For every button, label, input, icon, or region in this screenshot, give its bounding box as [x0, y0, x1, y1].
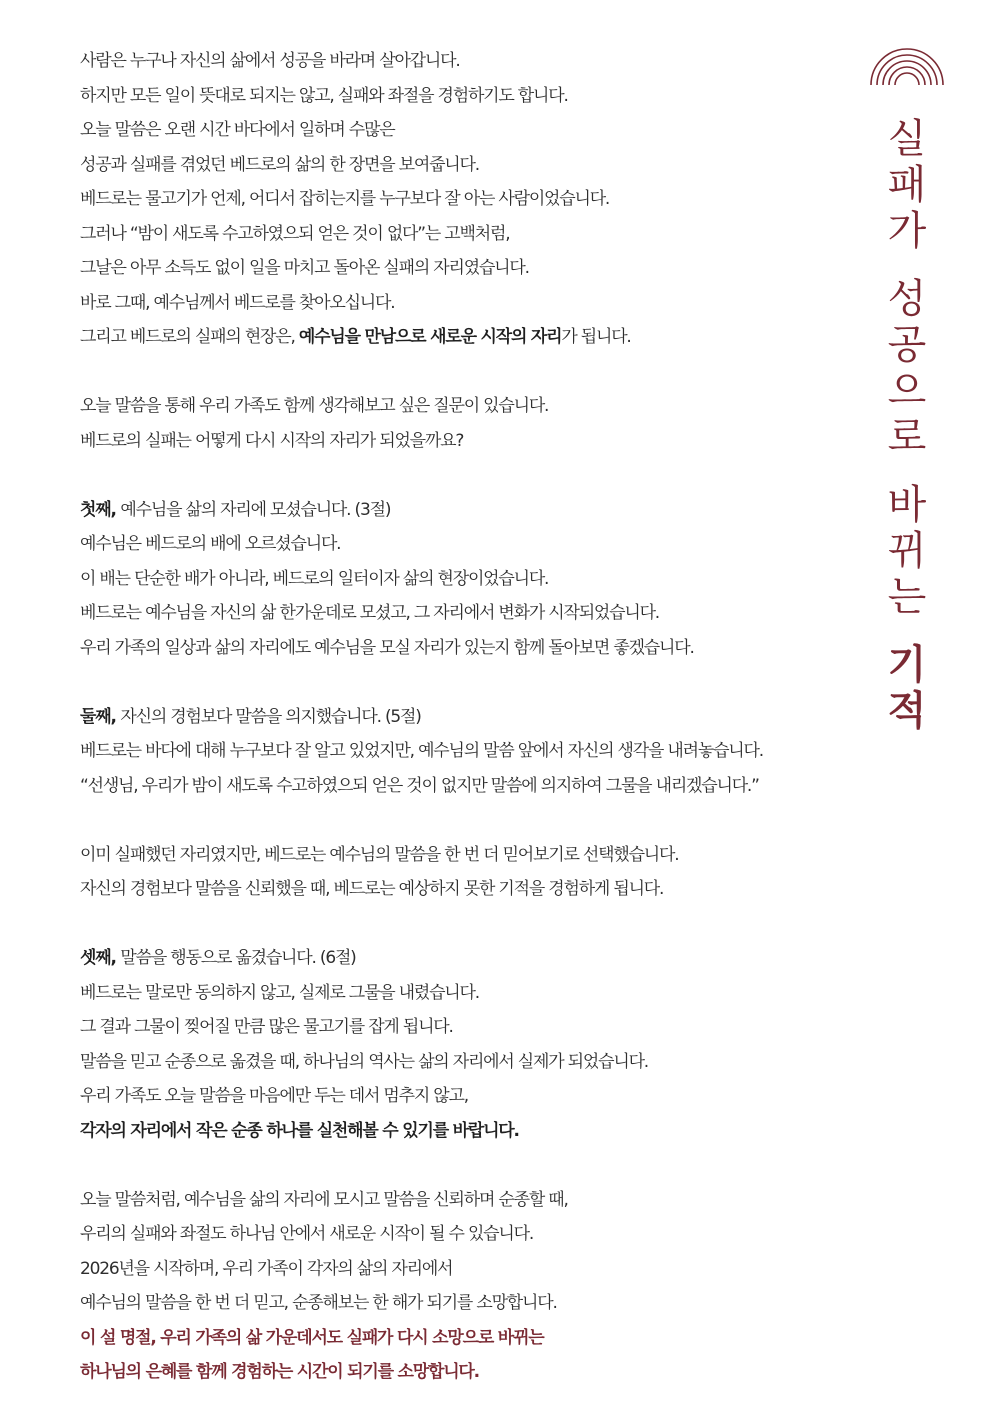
body-text: 바로 그때, 예수님께서 베드로를 찾아오십니다.	[80, 292, 395, 313]
title-character: 실	[887, 116, 927, 162]
body-text: 2026년을 시작하며, 우리 가족이 각자의 삶의 자리에서	[80, 1258, 453, 1279]
text-line	[80, 1114, 880, 1149]
text-line	[80, 79, 880, 114]
title-character: 으	[887, 368, 927, 414]
text-line	[80, 1010, 880, 1045]
text-line	[80, 217, 880, 252]
body-text: 예수님은 베드로의 배에 오르셨습니다.	[80, 534, 341, 554]
text-line	[80, 872, 880, 907]
body-text: 그날은 아무 소득도 없이 일을 마치고 돌아온 실패의 자리였습니다.	[80, 258, 529, 278]
side-panel	[862, 44, 952, 734]
vertical-title	[888, 116, 927, 734]
emphasis-text: 각자의 자리에서 작은 순종 하나를 실천해볼 수 있기를 바랍니다.	[80, 1120, 519, 1141]
text-line	[80, 562, 880, 597]
text-line	[80, 44, 880, 79]
text-line	[80, 700, 880, 735]
title-character: 바	[887, 482, 927, 528]
emphasis-text: 예수님을 만남으로 새로운 시작의 자리	[298, 327, 562, 347]
paragraph	[80, 389, 880, 458]
article-body	[80, 44, 880, 1390]
paragraph	[80, 44, 880, 355]
body-text: 이 배는 단순한 배가 아니라, 베드로의 일터이자 삶의 현장이었습니다.	[80, 568, 549, 589]
text-line	[80, 320, 880, 355]
body-text: 이미 실패했던 자리였지만, 베드로는 예수님의 말씀을 한 번 더 믿어보기로 선택했습니다.	[80, 844, 679, 865]
text-line	[80, 838, 880, 873]
text-line	[80, 424, 880, 459]
text-line	[80, 1355, 880, 1390]
body-text: 베드로는 말로만 동의하지 않고, 실제로 그물을 내렸습니다.	[80, 982, 479, 1003]
body-text: 성공과 실패를 겪었던 베드로의 삶의 한 장면을 보여줍니다.	[80, 154, 479, 175]
body-text: 예수님의 말씀을 한 번 더 믿고, 순종해보는 한 해가 되기를 소망합니다.	[80, 1293, 557, 1313]
body-text: 사람은 누구나 자신의 삶에서 성공을 바라며 살아갑니다.	[80, 51, 460, 71]
text-line	[80, 769, 880, 804]
body-text: 말씀을 믿고 순종으로 옮겼을 때, 하나님의 역사는 삶의 자리에서 실제가 되었습니다.	[80, 1051, 648, 1072]
highlight-text: 이 설 명절, 우리 가족의 삶 가운데서도 실패가 다시 소망으로 바뀌는	[80, 1327, 544, 1348]
text-line	[80, 1183, 880, 1218]
highlight-text: 하나님의 은혜를 함께 경험하는 시간이 되기를 소망합니다.	[80, 1362, 479, 1382]
body-text: 자신의 경험보다 말씀을 의지했습니다. (5절)	[120, 706, 421, 727]
paragraph-gap	[80, 803, 880, 838]
body-text: 오늘 말씀처럼, 예수님을 삶의 자리에 모시고 말씀을 신뢰하며 순종할 때,	[80, 1189, 568, 1210]
text-line	[80, 734, 880, 769]
body-text: “선생님, 우리가 밤이 새도록 수고하였으되 얻은 것이 없지만 말씀에 의지하여 그물을 내리겠습니다.”	[80, 775, 759, 796]
body-text: 말씀을 행동으로 옮겼습니다. (6절)	[120, 948, 356, 968]
body-text: 자신의 경험보다 말씀을 신뢰했을 때, 베드로는 예상하지 못한 기적을 경험하게 됩니다.	[80, 879, 664, 899]
body-text: 가 됩니다.	[561, 327, 631, 347]
rainbow-arcs-icon	[868, 44, 946, 86]
text-line	[80, 1286, 880, 1321]
text-line	[80, 148, 880, 183]
text-line	[80, 976, 880, 1011]
title-character: 성	[887, 276, 927, 322]
text-line	[80, 527, 880, 562]
body-text: 그리고 베드로의 실패의 현장은,	[80, 327, 299, 347]
text-line	[80, 389, 880, 424]
title-character: 는	[887, 574, 927, 620]
body-text: 우리 가족도 오늘 말씀을 마음에만 두는 데서 멈추지 않고,	[80, 1086, 468, 1106]
body-text: 베드로는 바다에 대해 누구보다 잘 알고 있었지만, 예수님의 말씀 앞에서 자신의 생각을 내려놓습니다.	[80, 741, 763, 761]
paragraph-gap	[80, 355, 880, 390]
title-character: 기	[887, 642, 927, 688]
text-line	[80, 596, 880, 631]
text-line	[80, 1321, 880, 1356]
text-line	[80, 631, 880, 666]
text-line	[80, 1079, 880, 1114]
title-character: 패	[887, 162, 927, 208]
paragraph	[80, 700, 880, 804]
body-text: 베드로는 물고기가 언제, 어디서 잡히는지를 누구보다 잘 아는 사람이었습니다.	[80, 189, 610, 209]
body-text: 베드로의 실패는 어떻게 다시 시작의 자리가 되었을까요?	[80, 430, 464, 451]
text-line	[80, 286, 880, 321]
paragraph	[80, 493, 880, 666]
body-text: 그러나 “밤이 새도록 수고하였으되 얻은 것이 없다”는 고백처럼,	[80, 223, 510, 244]
paragraph	[80, 1183, 880, 1390]
text-line	[80, 1045, 880, 1080]
title-character: 가	[887, 208, 927, 254]
text-line	[80, 1217, 880, 1252]
paragraph-gap	[80, 907, 880, 942]
text-line	[80, 941, 880, 976]
title-character: 적	[887, 688, 927, 734]
body-text: 오늘 말씀은 오랜 시간 바다에서 일하며 수많은	[80, 120, 395, 140]
text-line	[80, 182, 880, 217]
body-text: 그 결과 그물이 찢어질 만큼 많은 물고기를 잡게 됩니다.	[80, 1017, 453, 1037]
emphasis-text: 첫째,	[80, 499, 121, 520]
body-text: 베드로는 예수님을 자신의 삶 한가운데로 모셨고, 그 자리에서 변화가 시작되었습니다.	[80, 603, 660, 623]
body-text: 우리 가족의 일상과 삶의 자리에도 예수님을 모실 자리가 있는지 함께 돌아보면 좋겠습니다.	[80, 637, 694, 658]
emphasis-text: 셋째,	[80, 948, 121, 968]
body-text: 우리의 실패와 좌절도 하나님 안에서 새로운 시작이 될 수 있습니다.	[80, 1224, 534, 1244]
title-character: 로	[887, 414, 927, 460]
text-line	[80, 493, 880, 528]
paragraph-gap	[80, 1148, 880, 1183]
paragraph	[80, 838, 880, 907]
emphasis-text: 둘째,	[80, 706, 121, 727]
paragraph	[80, 941, 880, 1148]
body-text: 오늘 말씀을 통해 우리 가족도 함께 생각해보고 싶은 질문이 있습니다.	[80, 396, 549, 416]
text-line	[80, 1252, 880, 1287]
title-character: 뀌	[887, 528, 927, 574]
body-text: 하지만 모든 일이 뜻대로 되지는 않고, 실패와 좌절을 경험하기도 합니다.	[80, 85, 568, 106]
paragraph-gap	[80, 665, 880, 700]
title-character: 공	[887, 322, 927, 368]
body-text: 예수님을 삶의 자리에 모셨습니다. (3절)	[120, 499, 391, 520]
text-line	[80, 113, 880, 148]
text-line	[80, 251, 880, 286]
paragraph-gap	[80, 458, 880, 493]
